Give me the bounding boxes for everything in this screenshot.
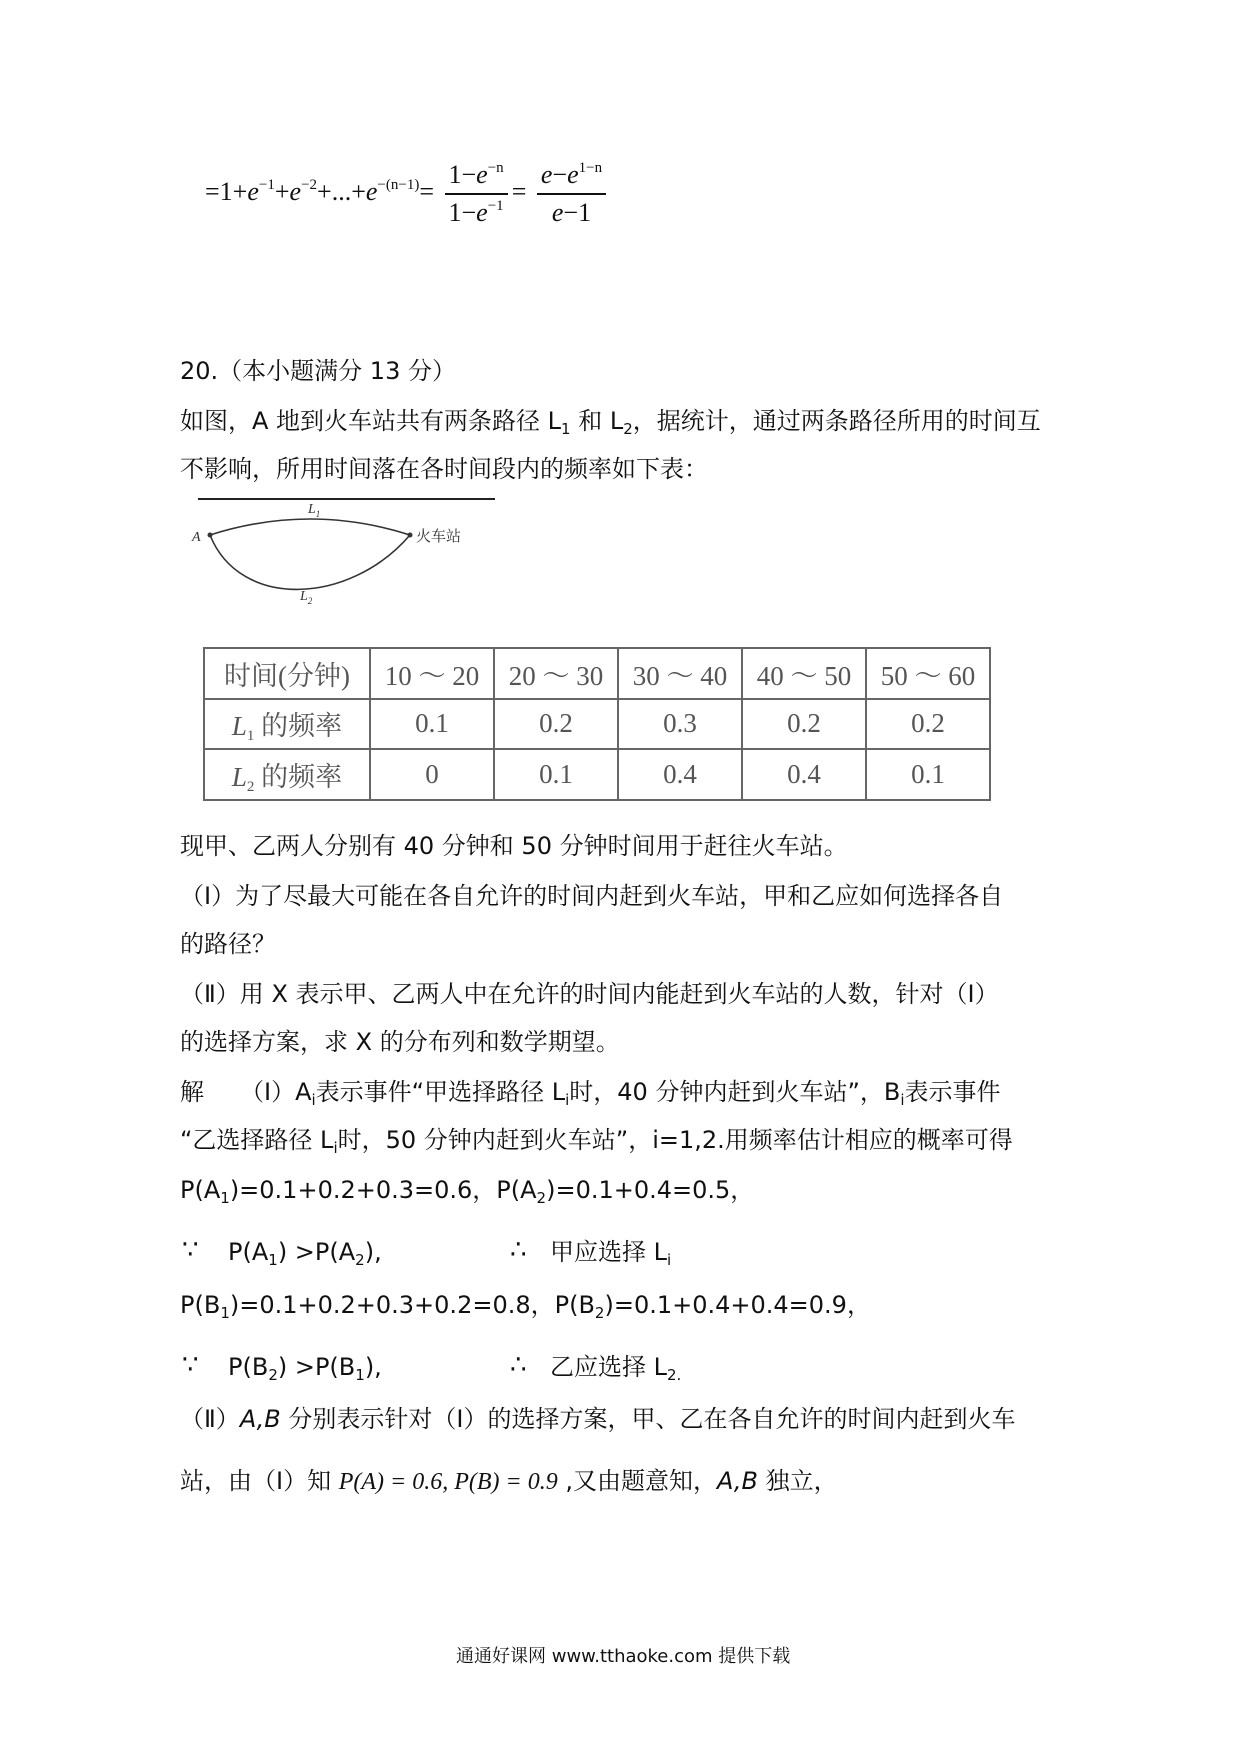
frequency-table bbox=[203, 647, 991, 801]
subscript: i bbox=[900, 1091, 905, 1109]
equation-text: )=0.1+0.2+0.3+0.2=0.8，P(B bbox=[229, 1291, 595, 1319]
question-1-line-1: （Ⅰ）为了尽最大可能在各自允许的时间内赶到火车站，甲和乙应如何选择各自 bbox=[180, 882, 1004, 910]
formula-equals: = bbox=[511, 176, 527, 206]
row-label-letter: L bbox=[231, 762, 247, 793]
label-l1-subscript: 1 bbox=[315, 509, 321, 519]
subscript: 1 bbox=[268, 1251, 278, 1269]
table-cell: 0.1 bbox=[494, 749, 618, 800]
row-label-subscript: 2 bbox=[246, 779, 255, 796]
formula-term: e bbox=[551, 198, 564, 227]
label-point-a: A bbox=[192, 530, 201, 545]
route-l1-curve bbox=[210, 519, 410, 535]
formula-term: e bbox=[476, 160, 488, 189]
probability-b-line bbox=[180, 1288, 871, 1322]
formula-denominator: 1− bbox=[448, 198, 477, 227]
formula-term: e bbox=[247, 176, 259, 206]
equation-text: ) >P(B bbox=[277, 1353, 356, 1381]
subscript: 1 bbox=[561, 420, 571, 438]
intro-text: 和 L bbox=[570, 407, 624, 435]
table-header-row bbox=[204, 648, 990, 699]
table-header-cell: 时间(分钟) bbox=[204, 648, 370, 699]
table-row bbox=[204, 699, 990, 750]
route-diagram bbox=[190, 495, 510, 610]
because-symbol: ∵ bbox=[182, 1350, 199, 1380]
formula-exponent: −1 bbox=[258, 176, 275, 193]
formula-operator: +...+ bbox=[317, 176, 366, 206]
solution-text: （Ⅱ） bbox=[180, 1405, 240, 1433]
formula-operator: + bbox=[274, 176, 290, 206]
subscript: i bbox=[333, 1139, 338, 1157]
subscript: 1 bbox=[220, 1189, 230, 1207]
table-cell: 0.2 bbox=[494, 699, 618, 750]
row-label-subscript: 1 bbox=[246, 728, 255, 745]
table-cell: 0.4 bbox=[742, 749, 866, 800]
formula-term: e bbox=[476, 198, 488, 227]
equation-text: ) >P(A bbox=[277, 1238, 356, 1266]
problem-heading: 20.（本小题满分 13 分） bbox=[180, 357, 456, 385]
table-header-cell: 30 ～ 40 bbox=[618, 648, 742, 699]
formula-equals: = bbox=[419, 176, 434, 206]
subscript: 2. bbox=[667, 1366, 682, 1384]
route-l2-curve bbox=[210, 535, 410, 589]
part-2-line-2 bbox=[180, 1464, 838, 1499]
row-label-l2 bbox=[204, 749, 370, 800]
point-a-marker bbox=[208, 533, 213, 538]
solution-text: 解 （Ⅰ）A bbox=[180, 1078, 312, 1106]
row-label-text: 的频率 bbox=[254, 711, 343, 742]
equation-text: P(B bbox=[180, 1291, 221, 1319]
formula-exponent: −1 bbox=[487, 198, 504, 214]
formula-prefix: =1+ bbox=[205, 176, 248, 206]
equation-text: )=0.1+0.2+0.3=0.6，P(A bbox=[229, 1176, 537, 1204]
subscript: 1 bbox=[220, 1304, 230, 1322]
subscript: 2 bbox=[536, 1189, 547, 1207]
equation-text: )=0.1+0.4=0.5， bbox=[546, 1176, 755, 1204]
subscript: 1 bbox=[355, 1366, 365, 1384]
compare-a-line bbox=[228, 1235, 382, 1269]
row-label-text: 的频率 bbox=[254, 762, 343, 793]
solution-text: 时，40 分钟内赶到火车站”，B bbox=[569, 1078, 901, 1106]
probability-values: P(A) = 0.6, P(B) = 0.9 bbox=[338, 1469, 558, 1495]
conclusion-a-line bbox=[550, 1235, 671, 1269]
subscript: 2 bbox=[594, 1304, 605, 1322]
equation-text: )=0.1+0.4+0.4=0.9， bbox=[604, 1291, 871, 1319]
formula-fraction-1 bbox=[445, 160, 508, 228]
formula-term: e bbox=[365, 176, 378, 206]
station-marker bbox=[408, 533, 413, 538]
solution-line-1 bbox=[180, 1075, 1001, 1109]
subscript: 2 bbox=[623, 420, 633, 438]
equation-text: ), bbox=[364, 1238, 382, 1266]
solution-text: 分别表示针对（Ⅰ）的选择方案，甲、乙在各自允许的时间内赶到火车 bbox=[280, 1405, 1016, 1433]
subscript: i bbox=[311, 1091, 316, 1109]
solution-text: 时，50 分钟内赶到火车站”，i=1,2.用频率估计相应的概率可得 bbox=[337, 1126, 1013, 1154]
table-row bbox=[204, 749, 990, 800]
formula-exponent: −2 bbox=[301, 176, 318, 193]
compare-b-line bbox=[228, 1350, 382, 1384]
equation-text: ), bbox=[364, 1353, 382, 1381]
formula-fraction-2 bbox=[537, 160, 606, 228]
row-label-letter: L bbox=[231, 711, 247, 742]
subscript: 2 bbox=[268, 1366, 278, 1384]
part-2-line-1 bbox=[180, 1402, 1016, 1436]
label-station: 火车站 bbox=[416, 527, 462, 545]
math-symbols: A,B bbox=[239, 1405, 281, 1433]
label-l2-letter: L bbox=[300, 589, 308, 604]
table-header-cell: 20 ～ 30 bbox=[494, 648, 618, 699]
table-header-cell: 50 ～ 60 bbox=[866, 648, 990, 699]
conclusion-text: 甲应选择 L bbox=[550, 1238, 667, 1266]
table-header-cell: 40 ～ 50 bbox=[742, 648, 866, 699]
table-cell: 0.2 bbox=[742, 699, 866, 750]
time-available-line: 现甲、乙两人分别有 40 分钟和 50 分钟时间用于赶往火车站。 bbox=[180, 832, 848, 860]
question-1-line-2: 的路径？ bbox=[180, 930, 276, 958]
solution-text: “乙选择路径 L bbox=[180, 1126, 334, 1154]
subscript: i bbox=[565, 1091, 570, 1109]
subscript: 2 bbox=[355, 1251, 365, 1269]
therefore-symbol: ∴ bbox=[510, 1235, 527, 1265]
question-2-line-1: （Ⅱ）用 X 表示甲、乙两人中在允许的时间内能赶到火车站的人数，针对（Ⅰ） bbox=[180, 980, 999, 1008]
because-symbol: ∵ bbox=[182, 1235, 199, 1265]
formula-operator: − bbox=[552, 160, 568, 189]
question-2-line-2: 的选择方案，求 X 的分布列和数学期望。 bbox=[180, 1028, 620, 1056]
problem-intro-line-1 bbox=[180, 404, 1041, 438]
solution-text: 独立， bbox=[757, 1467, 838, 1495]
formula-exponent: 1−n bbox=[578, 160, 603, 176]
equation-text: P(B bbox=[228, 1353, 269, 1381]
equation-text: P(A bbox=[228, 1238, 269, 1266]
problem-intro-line-2: 不影响，所用时间落在各时间段内的频率如下表： bbox=[180, 455, 708, 483]
formula-line bbox=[205, 160, 610, 228]
table-cell: 0 bbox=[370, 749, 494, 800]
label-l2-subscript: 2 bbox=[307, 596, 313, 606]
table-cell: 0.4 bbox=[618, 749, 742, 800]
table-cell: 0.1 bbox=[370, 699, 494, 750]
solution-text: 表示事件“甲选择路径 L bbox=[315, 1078, 566, 1106]
formula-term: e bbox=[567, 160, 579, 189]
table-cell: 0.3 bbox=[618, 699, 742, 750]
formula-exponent: −(n−1) bbox=[377, 176, 420, 193]
label-l1 bbox=[307, 502, 320, 519]
label-l1-letter: L bbox=[308, 502, 316, 517]
intro-text: 如图，A 地到火车站共有两条路径 L bbox=[180, 407, 562, 435]
intro-text: ，据统计，通过两条路径所用的时间互 bbox=[632, 407, 1041, 435]
math-symbols: A,B bbox=[716, 1467, 758, 1495]
table-header-cell: 10 ～ 20 bbox=[370, 648, 494, 699]
formula-denominator: −1 bbox=[563, 198, 592, 227]
solution-text: ,又由题意知， bbox=[557, 1467, 717, 1495]
formula-exponent: −n bbox=[487, 160, 504, 176]
formula-term: e bbox=[289, 176, 302, 206]
solution-text: 表示事件 bbox=[904, 1078, 1001, 1106]
formula-term: e bbox=[540, 160, 553, 189]
equation-text: P(A bbox=[180, 1176, 221, 1204]
subscript: i bbox=[667, 1251, 672, 1269]
label-l2 bbox=[299, 589, 313, 606]
conclusion-b-line bbox=[550, 1350, 681, 1384]
row-label-l1 bbox=[204, 699, 370, 750]
table-cell: 0.2 bbox=[866, 699, 990, 750]
page-footer: 通通好课网 www.tthaoke.com 提供下载 bbox=[456, 1646, 791, 1667]
table-cell: 0.1 bbox=[866, 749, 990, 800]
probability-a-line bbox=[180, 1173, 754, 1207]
conclusion-text: 乙应选择 L bbox=[550, 1353, 667, 1381]
formula-numerator: 1− bbox=[448, 160, 477, 189]
therefore-symbol: ∴ bbox=[510, 1350, 527, 1380]
solution-text: 站，由（Ⅰ）知 bbox=[180, 1467, 339, 1495]
solution-line-2 bbox=[180, 1123, 1013, 1157]
